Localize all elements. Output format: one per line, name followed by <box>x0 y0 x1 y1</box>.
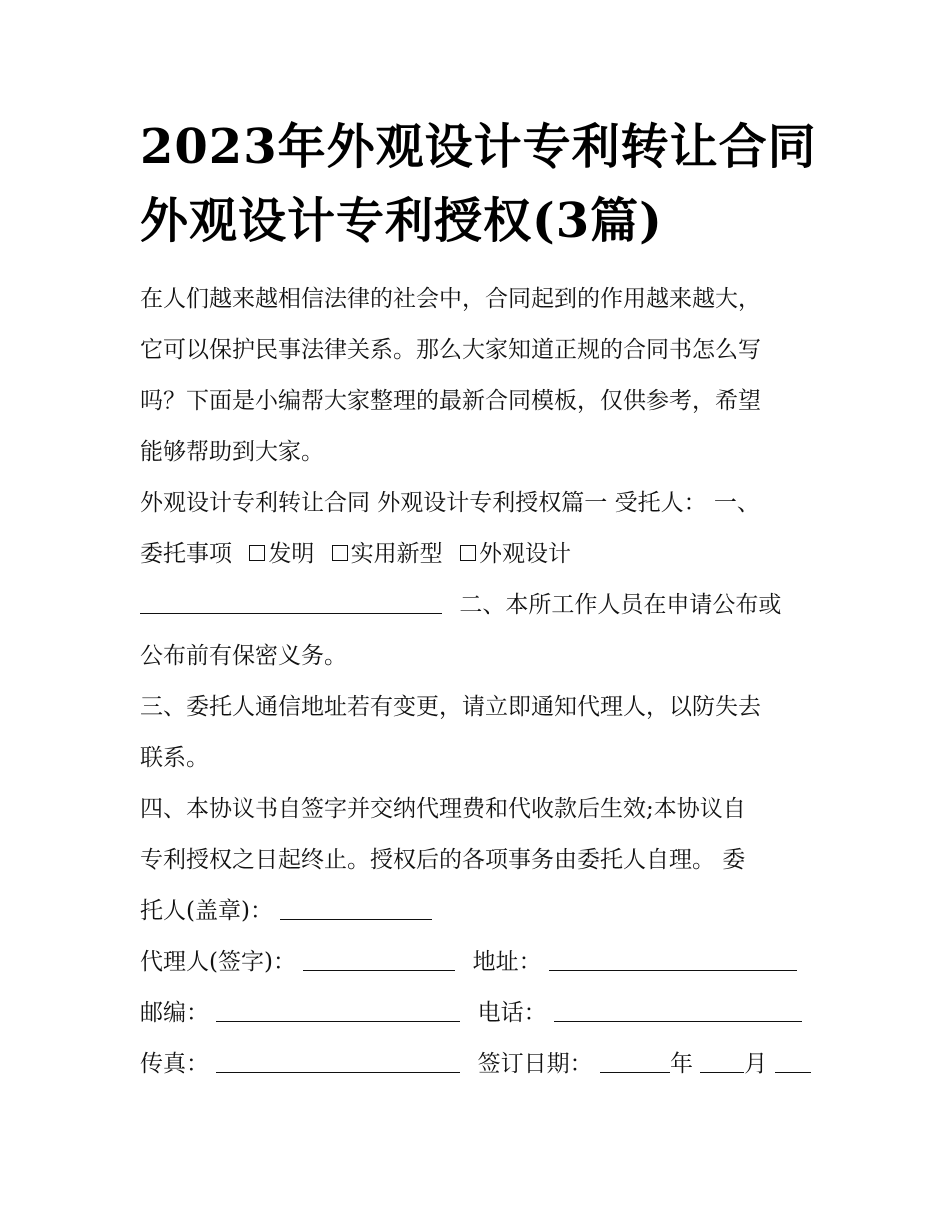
utility-model-checkbox[interactable] <box>332 545 348 561</box>
article-heading: 外观设计专利转让合同 外观设计专利授权篇一 受托人： 一、 <box>140 490 760 516</box>
intro-line-4: 能够帮助到大家。 <box>140 439 324 465</box>
entrusted-items-row <box>140 529 820 580</box>
month-label: 月 <box>744 1051 768 1077</box>
agent-signature-row <box>140 937 820 988</box>
intro-line-3: 吗？下面是小编帮大家整理的最新合同模板，仅供参考，希望 <box>140 388 761 414</box>
invention-checkbox[interactable] <box>249 545 265 561</box>
item-2-text: 二、本所工作人员在申请公布或 <box>459 592 782 618</box>
intro-line-1: 在人们越来越相信法律的社会中，合同起到的作用越来越大， <box>140 286 761 312</box>
item-2-row <box>140 580 820 631</box>
fax-blank[interactable] <box>216 1050 460 1073</box>
postcode-blank[interactable] <box>216 999 460 1022</box>
design-option-label: 外观设计 <box>478 541 571 567</box>
fax-label: 传真： <box>140 1051 209 1077</box>
document-body <box>140 274 820 1090</box>
address-label: 地址： <box>472 949 542 975</box>
postcode-phone-row <box>140 988 820 1039</box>
entrusted-items-label: 委托事项 <box>140 541 232 567</box>
address-blank[interactable] <box>549 948 797 971</box>
utility-model-option-label: 实用新型 <box>350 541 443 567</box>
sign-date-label: 签订日期： <box>477 1051 593 1077</box>
design-checkbox[interactable] <box>460 545 476 561</box>
postcode-label: 邮编： <box>140 1000 209 1026</box>
agent-signature-blank[interactable] <box>303 948 455 971</box>
document-title <box>140 110 840 258</box>
phone-blank[interactable] <box>554 999 802 1022</box>
title-line-2: 外观设计专利授权(3篇) <box>140 193 663 249</box>
item-4-line-1: 四、本协议书自签字并交纳代理费和代收款后生效;本协议自 <box>140 796 746 822</box>
item-3-line-2: 联系。 <box>140 745 209 771</box>
year-blank[interactable] <box>600 1050 670 1073</box>
item-4-line-2: 专利授权之日起终止。授权后的各项事务由委托人自理。 委 <box>140 847 746 873</box>
entrusted-items-blank[interactable] <box>140 591 442 614</box>
item-2-continued: 公布前有保密义务。 <box>140 643 347 669</box>
client-seal-label: 托人(盖章)： <box>140 898 273 924</box>
client-seal-blank[interactable] <box>280 897 432 920</box>
item-3-line-1: 三、委托人通信地址若有变更，请立即通知代理人，以防失去 <box>140 694 761 720</box>
agent-signature-label: 代理人(签字)： <box>140 949 296 975</box>
year-label: 年 <box>669 1051 693 1077</box>
client-seal-row <box>140 886 820 937</box>
fax-date-row <box>140 1039 820 1090</box>
day-blank[interactable] <box>775 1050 811 1073</box>
invention-option-label: 发明 <box>268 541 315 567</box>
title-line-1: 2023年外观设计专利转让合同 <box>140 119 817 175</box>
month-blank[interactable] <box>700 1050 744 1073</box>
intro-line-2: 它可以保护民事法律关系。那么大家知道正规的合同书怎么写 <box>140 337 761 363</box>
phone-label: 电话： <box>477 1000 547 1026</box>
